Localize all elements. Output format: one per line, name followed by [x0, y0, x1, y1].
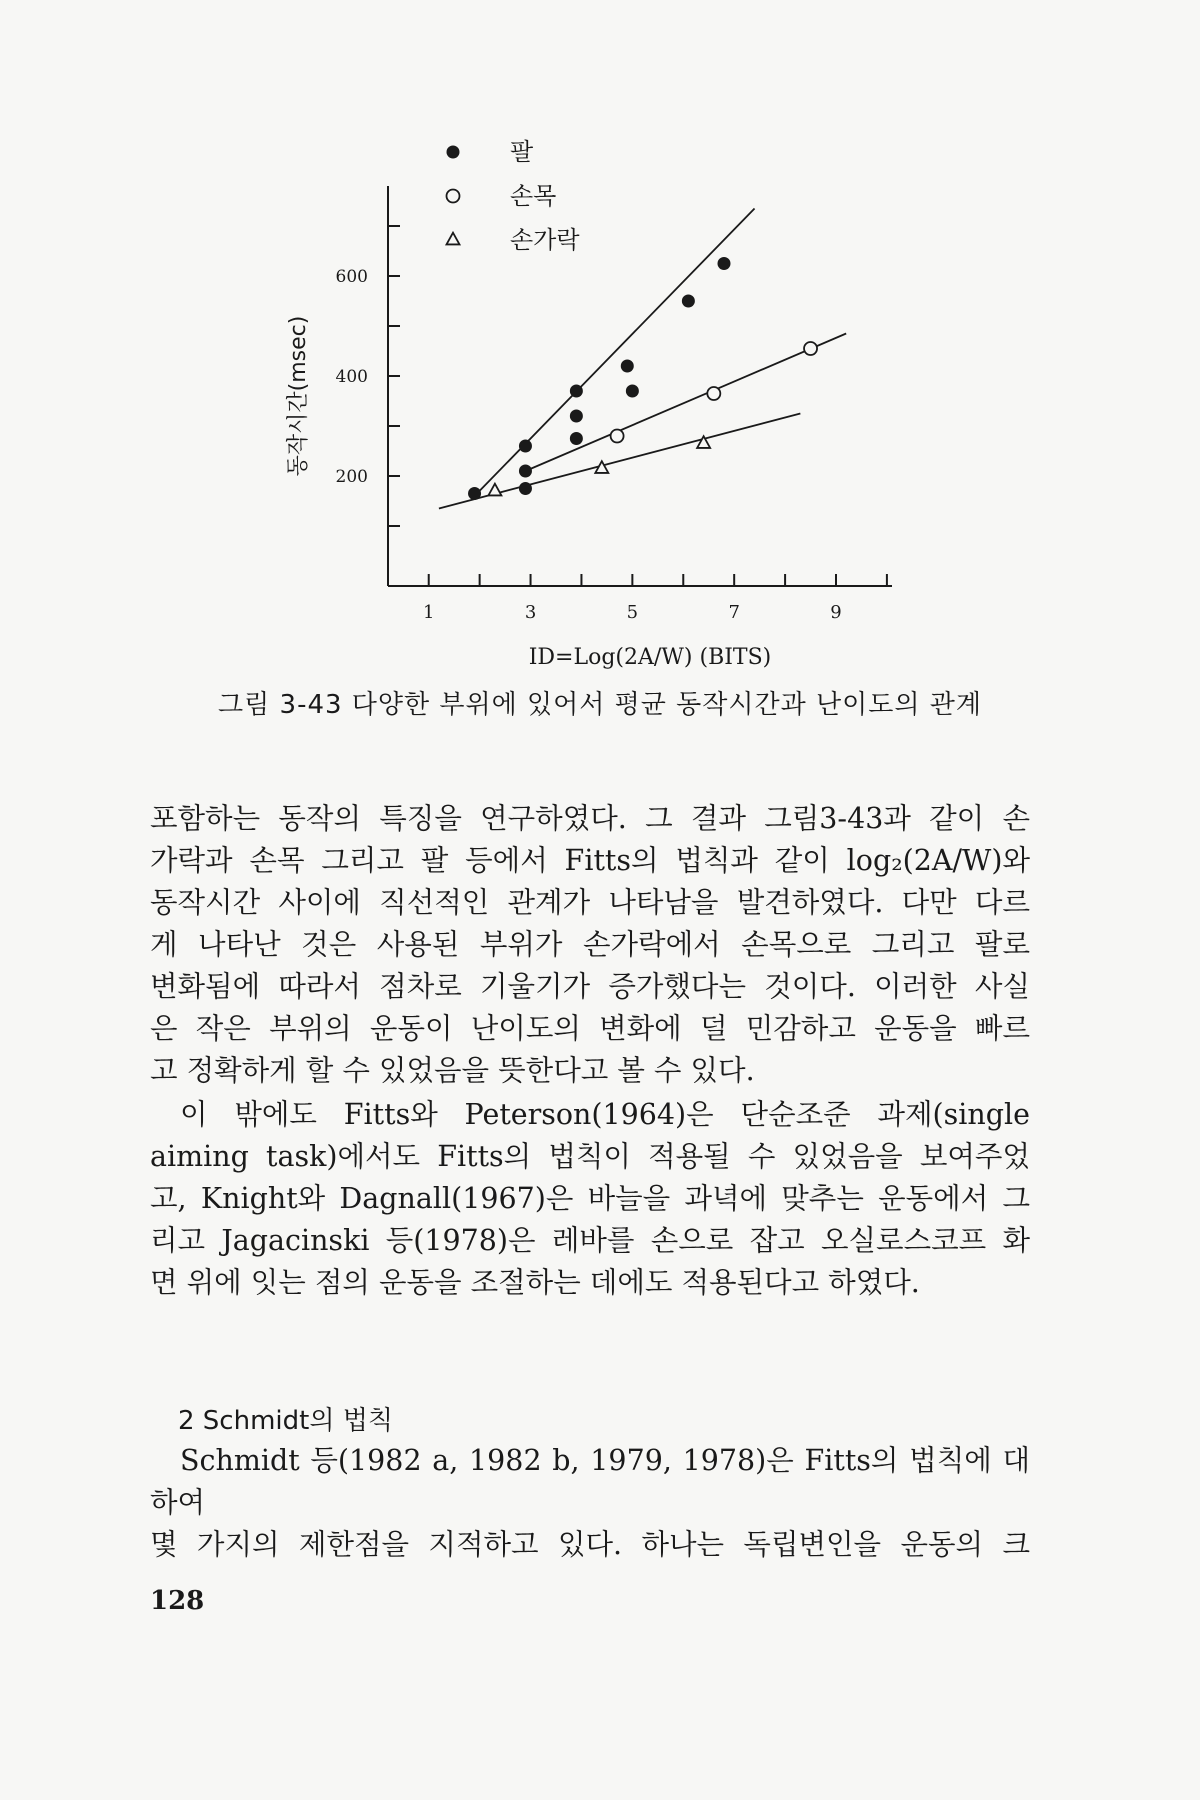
x-tick-label: 7: [728, 602, 740, 623]
data-point: [626, 385, 639, 398]
data-point: [570, 385, 583, 398]
data-point: [804, 342, 817, 355]
paragraph-1: [150, 798, 1030, 1092]
text-line: 게 나타난 것은 사용된 부위가 손가락에서 손목으로 그리고 팔로: [150, 928, 1030, 961]
x-tick-label: 9: [830, 602, 842, 623]
legend-marker: [447, 233, 460, 245]
text-line: 면 위에 잇는 점의 운동을 조절하는 데에도 적용된다고 하였다.: [150, 1266, 920, 1299]
y-tick-label: 600: [335, 267, 368, 287]
data-point: [682, 295, 695, 308]
y-axis-label: 동작시간(msec): [286, 315, 311, 477]
data-point: [488, 484, 501, 496]
section-heading: 2 Schmidt의 법칙: [178, 1406, 393, 1436]
text-line: 고, Knight와 Dagnall(1967)은 바늘을 과녁에 맞추는 운동에서 그: [150, 1182, 1030, 1215]
text-line: 변화됨에 따라서 점차로 기울기가 증가했다는 것이다. 이러한 사실: [150, 970, 1030, 1003]
page-number: 128: [150, 1586, 205, 1616]
x-tick-label: 5: [626, 602, 639, 623]
x-tick-label: 3: [524, 602, 537, 623]
text-line: 몇 가지의 제한점을 지적하고 있다. 하나는 독립변인을 운동의 크: [150, 1528, 1030, 1561]
text-line: 포함하는 동작의 특징을 연구하였다. 그 결과 그림3-43과 같이 손: [150, 802, 1030, 835]
data-point: [611, 430, 624, 443]
data-point: [718, 257, 731, 270]
data-point: [468, 487, 481, 500]
data-point: [519, 465, 532, 478]
data-point: [707, 387, 720, 400]
text-line: 고 정확하게 할 수 있었음을 뜻한다고 볼 수 있다.: [150, 1054, 755, 1087]
y-tick-label: 400: [335, 367, 368, 387]
fit-line: [525, 334, 846, 472]
legend-marker: [447, 146, 460, 159]
text-line: 이 밖에도 Fitts와 Peterson(1964)은 단순조준 과제(single: [180, 1098, 1030, 1131]
figure-caption: 그림 3-43 다양한 부위에 있어서 평균 동작시간과 난이도의 관계: [218, 690, 982, 720]
data-point: [621, 360, 634, 373]
data-point: [519, 440, 532, 453]
x-tick-label: 1: [423, 602, 435, 623]
text-line: 가락과 손목 그리고 팔 등에서 Fitts의 법칙과 같이 log₂(2A/W)와: [150, 844, 1030, 877]
text-line: aiming task)에서도 Fitts의 법칙이 적용될 수 있었음을 보여주었: [150, 1140, 1030, 1173]
text-line: 동작시간 사이에 직선적인 관계가 나타남을 발견하였다. 다만 다르: [150, 886, 1030, 919]
legend-label: 팔: [510, 138, 534, 166]
text-line: 리고 Jagacinski 등(1978)은 레바를 손으로 잡고 오실로스코프 화: [150, 1224, 1030, 1257]
paragraph-3: [150, 1440, 1030, 1566]
legend-label: 손가락: [510, 226, 580, 254]
text-line: 은 작은 부위의 운동이 난이도의 변화에 덜 민감하고 운동을 빠르: [150, 1012, 1030, 1045]
y-tick-label: 200: [335, 467, 368, 487]
data-point: [570, 432, 583, 445]
data-point: [570, 410, 583, 423]
legend-label: 손목: [510, 182, 557, 210]
text-line: Schmidt 등(1982 a, 1982 b, 1979, 1978)은 Fitts의 법칙에 대하여: [150, 1444, 1030, 1519]
legend-marker: [447, 190, 460, 203]
data-point: [519, 482, 532, 495]
fitts-law-chart: [0, 0, 1200, 680]
paragraph-2: [150, 1094, 1030, 1304]
x-axis-label: ID=Log(2A/W) (BITS): [528, 645, 772, 670]
